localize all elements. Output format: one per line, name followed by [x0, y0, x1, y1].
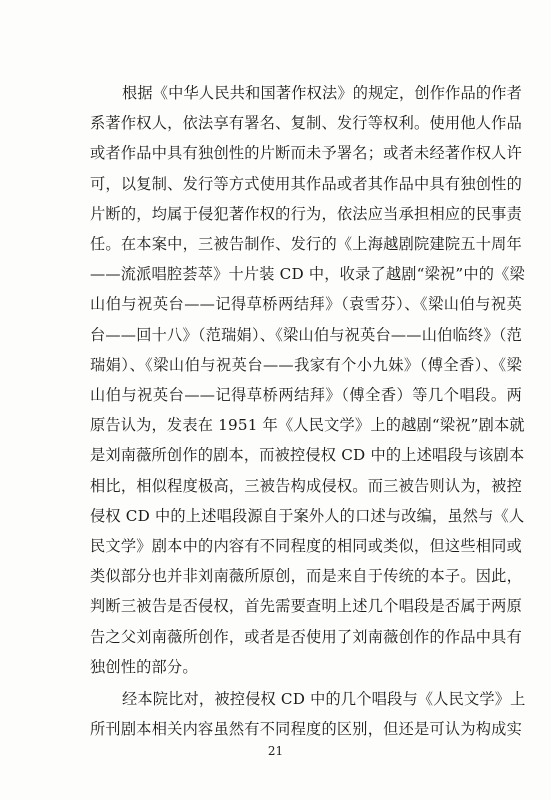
text-line: 所刊剧本相关内容虽然有不同程度的区别，但还是可认为构成实 [90, 720, 522, 739]
text-line: 民文学》剧本中的内容有不同程度的相同或类似，但这些相同或 [90, 537, 522, 556]
text-line: 类似部分也并非刘南薇所原创，而是来自于传统的本子。因此， [90, 567, 522, 586]
text-line: 台——回十八》（范瑞娟）、《梁山伯与祝英台——山伯临终》（范 [90, 325, 522, 344]
text-line: 是刘南薇所创作的剧本，而被控侵权 CD 中的上述唱段与该剧本 [90, 446, 525, 465]
text-line: 山伯与祝英台——记得草桥两结拜》（傅全香）等几个唱段。两 [90, 386, 522, 405]
text-line: 山伯与祝英台——记得草桥两结拜》（袁雪芬）、《梁山伯与祝英 [90, 295, 522, 314]
text-line: 可，以复制、发行等方式使用其作品或者其作品中具有独创性的 [90, 174, 522, 193]
text-line: 或者作品中具有独创性的片断而未予署名；或者未经著作权人许 [90, 144, 522, 163]
text-line: 任。在本案中，三被告制作、发行的《上海越剧院建院五十周年 [90, 235, 522, 254]
page-number: 21 [267, 744, 284, 758]
text-line: 根据《中华人民共和国著作权法》的规定，创作作品的作者 [122, 84, 523, 102]
text-line: 相比，相似程度极高，三被告构成侵权。而三被告则认为，被控 [90, 476, 522, 495]
body-text [90, 78, 526, 744]
text-line: 侵权 CD 中的上述唱段源自于案外人的口述与改编，虽然与《人 [90, 506, 525, 525]
text-line: 瑞娟）、《梁山伯与祝英台——我家有个小九妹》（傅全香）、《梁 [90, 355, 522, 374]
text-line: 独创性的部分。 [90, 657, 198, 676]
text-line: 片断的，均属于侵犯著作权的行为，依法应当承担相应的民事责 [90, 204, 522, 223]
text-line: 原告认为，发表在 1951 年《人民文学》上的越剧“梁祝”剧本就 [90, 416, 525, 435]
text-line: 告之父刘南薇所创作，或者是否使用了刘南薇创作的作品中具有 [90, 627, 522, 646]
text-line: ——流派唱腔荟萃》十片装 CD 中，收录了越剧“梁祝”中的《梁 [90, 265, 525, 284]
text-line: 判断三被告是否侵权，首先需要查明上述几个唱段是否属于两原 [90, 597, 522, 616]
text-line: 系著作权人，依法享有署名、复制、发行等权利。使用他人作品 [90, 114, 522, 133]
text-line: 经本院比对，被控侵权 CD 中的几个唱段与《人民文学》上 [122, 690, 526, 709]
